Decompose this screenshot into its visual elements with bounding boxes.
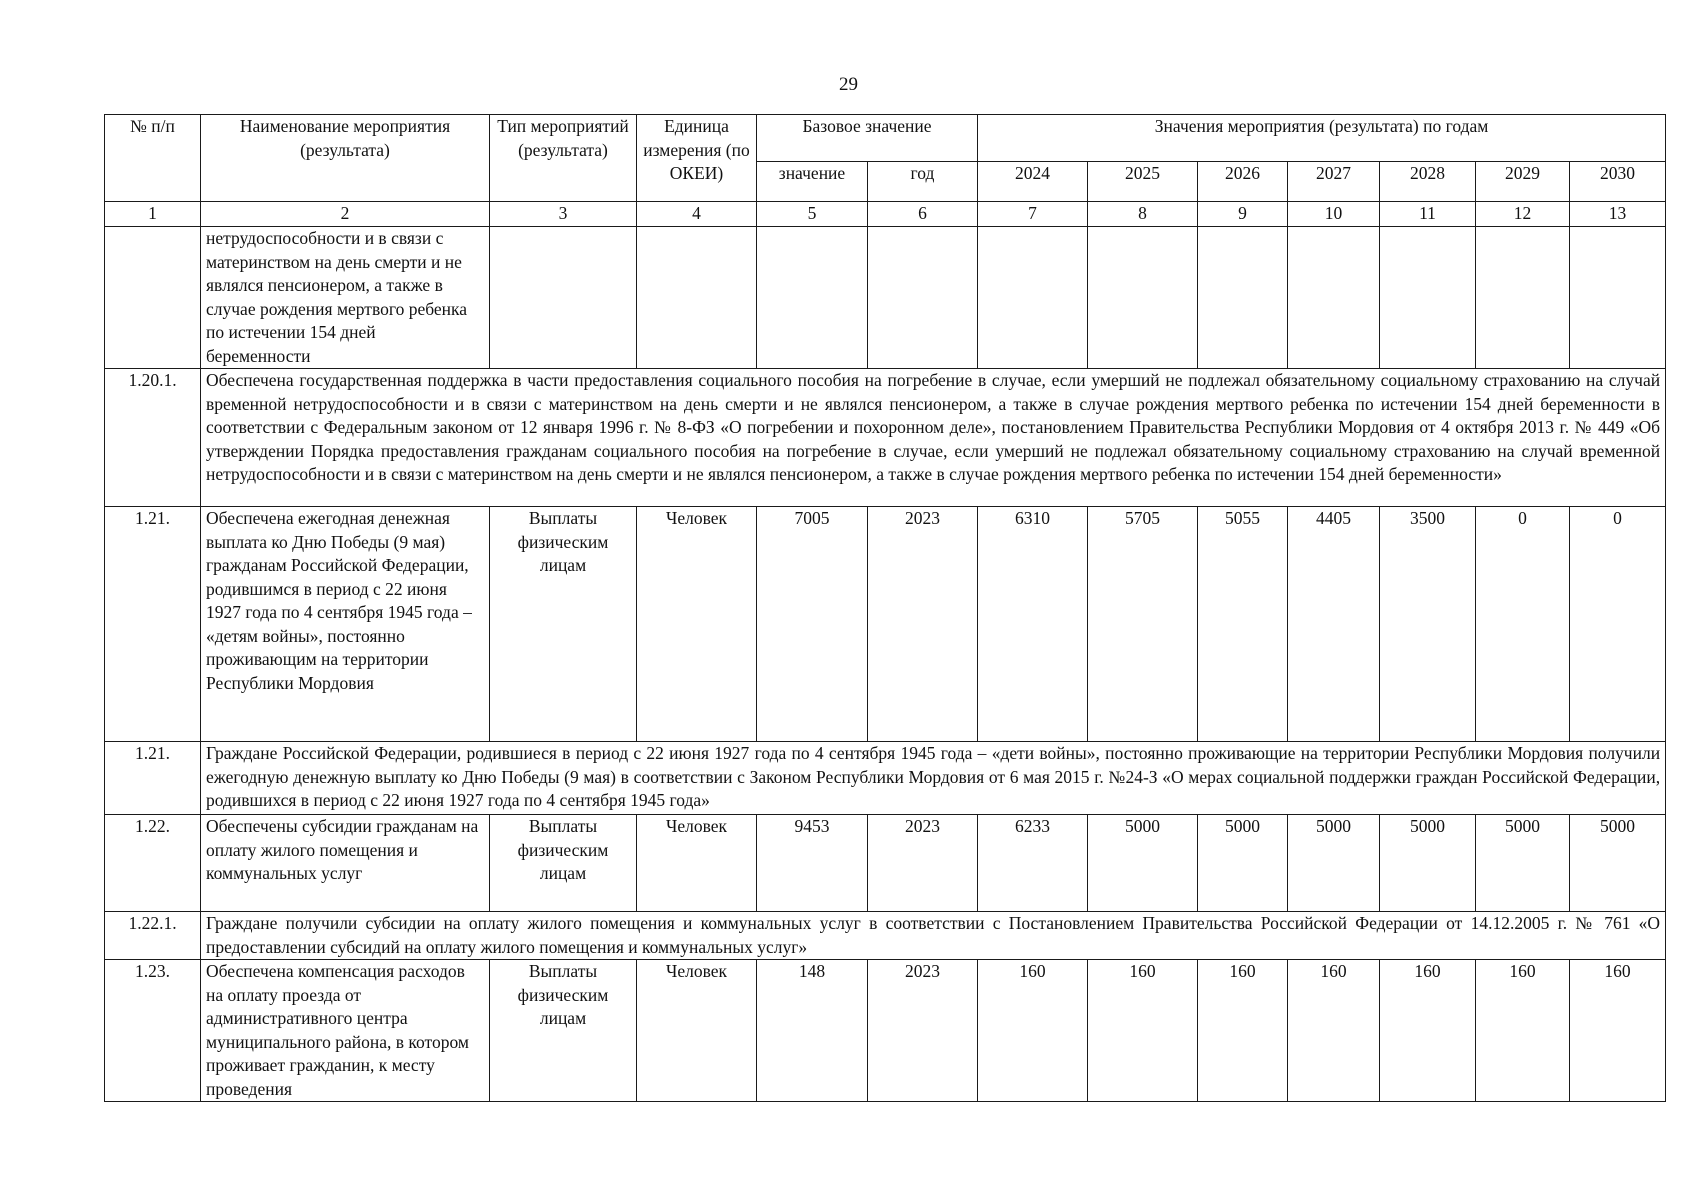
- row-number: 1.21.: [105, 742, 201, 815]
- index-cell: 2: [201, 202, 490, 227]
- row-unit: Человек: [637, 507, 757, 742]
- row-value-2027: 160: [1288, 960, 1380, 1102]
- header-col-type: Тип мероприятий (результата): [490, 115, 637, 202]
- results-table: [104, 114, 1666, 1102]
- index-cell: 8: [1088, 202, 1198, 227]
- header-col-name: Наименование мероприятия (результата): [201, 115, 490, 202]
- row-value-2025: 5705: [1088, 507, 1198, 742]
- row-base-year: 2023: [868, 507, 978, 742]
- index-cell: 3: [490, 202, 637, 227]
- header-base-year: год: [868, 162, 978, 202]
- table-row: [105, 912, 1666, 960]
- row-value-2024: 6233: [978, 815, 1088, 912]
- index-cell: 6: [868, 202, 978, 227]
- header-year: 2024: [978, 162, 1088, 202]
- row-value-2030: 5000: [1570, 815, 1666, 912]
- header-year: 2026: [1198, 162, 1288, 202]
- row-number: 1.22.1.: [105, 912, 201, 960]
- header-col-no: № п/п: [105, 115, 201, 202]
- index-cell: 10: [1288, 202, 1380, 227]
- row-value-2028: 160: [1380, 960, 1476, 1102]
- row-value-2026: 5055: [1198, 507, 1288, 742]
- row-number: 1.20.1.: [105, 369, 201, 507]
- row-value-2025: 5000: [1088, 815, 1198, 912]
- header-year: 2029: [1476, 162, 1570, 202]
- index-cell: 13: [1570, 202, 1666, 227]
- row-number: 1.23.: [105, 960, 201, 1102]
- row-type: Выплаты физическим лицам: [490, 960, 637, 1102]
- row-value-2026: 5000: [1198, 815, 1288, 912]
- row-value-2030: 0: [1570, 507, 1666, 742]
- row-number: 1.21.: [105, 507, 201, 742]
- header-col-years: Значения мероприятия (результата) по годам: [978, 115, 1666, 162]
- row-description: Граждане получили субсидии на оплату жилого помещения и коммунальных услуг в соответствии с Постановлением Правительства Российской Федерации от 14.12.2005 г. № 761 «О предоставлении субсидий на оплату жилого помещения и коммунальных услуг»: [201, 912, 1666, 960]
- table-row: [105, 815, 1666, 912]
- index-cell: 4: [637, 202, 757, 227]
- row-value-2024: 6310: [978, 507, 1088, 742]
- row-base-value: 148: [757, 960, 868, 1102]
- row-name: Обеспечена ежегодная денежная выплата ко Дню Победы (9 мая) гражданам Российской Федерации, родившимся в период с 22 июня 1927 года по 4 сентября 1945 года – «детям войны», постоянно проживающим на территории Республики Мордовия: [201, 507, 490, 742]
- header-col-unit: Единица измерения (по ОКЕИ): [637, 115, 757, 202]
- header-year: 2028: [1380, 162, 1476, 202]
- index-cell: 7: [978, 202, 1088, 227]
- row-name: нетрудоспособности и в связи с материнством на день смерти и не являлся пенсионером, а также в случае рождения мертвого ребенка по истечении 154 дней беременности: [201, 227, 490, 369]
- header-base-value: значение: [757, 162, 868, 202]
- row-base-year: 2023: [868, 815, 978, 912]
- table-row: [105, 960, 1666, 1102]
- row-value-2030: 160: [1570, 960, 1666, 1102]
- header-row-1: [105, 115, 1666, 162]
- row-number: 1.22.: [105, 815, 201, 912]
- row-base-year: 2023: [868, 960, 978, 1102]
- header-col-base: Базовое значение: [757, 115, 978, 162]
- index-cell: 5: [757, 202, 868, 227]
- table-row: [105, 227, 1666, 369]
- index-row: [105, 202, 1666, 227]
- row-type: Выплаты физическим лицам: [490, 815, 637, 912]
- header-year: 2027: [1288, 162, 1380, 202]
- row-base-value: 7005: [757, 507, 868, 742]
- row-unit: Человек: [637, 960, 757, 1102]
- row-value-2027: 4405: [1288, 507, 1380, 742]
- row-value-2026: 160: [1198, 960, 1288, 1102]
- row-unit: Человек: [637, 815, 757, 912]
- row-name: Обеспечена компенсация расходов на оплату проезда от административного центра муниципального района, в котором проживает гражданин, к месту проведения: [201, 960, 490, 1102]
- row-type: Выплаты физическим лицам: [490, 507, 637, 742]
- row-description: Граждане Российской Федерации, родившиеся в период с 22 июня 1927 года по 4 сентября 1945 года – «дети войны», постоянно проживающие на территории Республики Мордовия получили ежегодную денежную выплату ко Дню Победы (9 мая) в соответствии с Законом Республики Мордовия от 6 мая 2015 г. №24-З «О мерах социальной поддержки граждан Российской Федерации, родившихся в период с 22 июня 1927 года по 4 сентября 1945 года»: [201, 742, 1666, 815]
- row-value-2028: 5000: [1380, 815, 1476, 912]
- row-base-value: 9453: [757, 815, 868, 912]
- row-value-2027: 5000: [1288, 815, 1380, 912]
- header-year: 2025: [1088, 162, 1198, 202]
- row-value-2029: 5000: [1476, 815, 1570, 912]
- index-cell: 11: [1380, 202, 1476, 227]
- row-value-2024: 160: [978, 960, 1088, 1102]
- row-description: Обеспечена государственная поддержка в части предоставления социального пособия на погребение в случае, если умерший не подлежал обязательному социальному страхованию на случай временной нетрудоспособности и в связи с материнством на день смерти и не являлся пенсионером, а также в случае рождения мертвого ребенка по истечении 154 дней беременности в соответствии с Федеральным законом от 12 января 1996 г. № 8-ФЗ «О погребении и похоронном деле», постановлением Правительства Республики Мордовия от 4 октября 2013 г. № 449 «Об утверждении Порядка предоставления гражданам социального пособия на погребение в случае, если умерший не подлежал обязательному социальному страхованию на случай временной нетрудоспособности и в связи с материнством на день смерти и не являлся пенсионером, а также в случае рождения мертвого ребенка по истечении 154 дней беременности»: [201, 369, 1666, 507]
- row-name: Обеспечены субсидии гражданам на оплату жилого помещения и коммунальных услуг: [201, 815, 490, 912]
- row-value-2029: 160: [1476, 960, 1570, 1102]
- row-value-2025: 160: [1088, 960, 1198, 1102]
- table-row: [105, 369, 1666, 507]
- row-value-2028: 3500: [1380, 507, 1476, 742]
- table-row: [105, 742, 1666, 815]
- page-number: 29: [839, 74, 858, 95]
- row-value-2029: 0: [1476, 507, 1570, 742]
- header-year: 2030: [1570, 162, 1666, 202]
- index-cell: 1: [105, 202, 201, 227]
- index-cell: 9: [1198, 202, 1288, 227]
- table-row: [105, 507, 1666, 742]
- index-cell: 12: [1476, 202, 1570, 227]
